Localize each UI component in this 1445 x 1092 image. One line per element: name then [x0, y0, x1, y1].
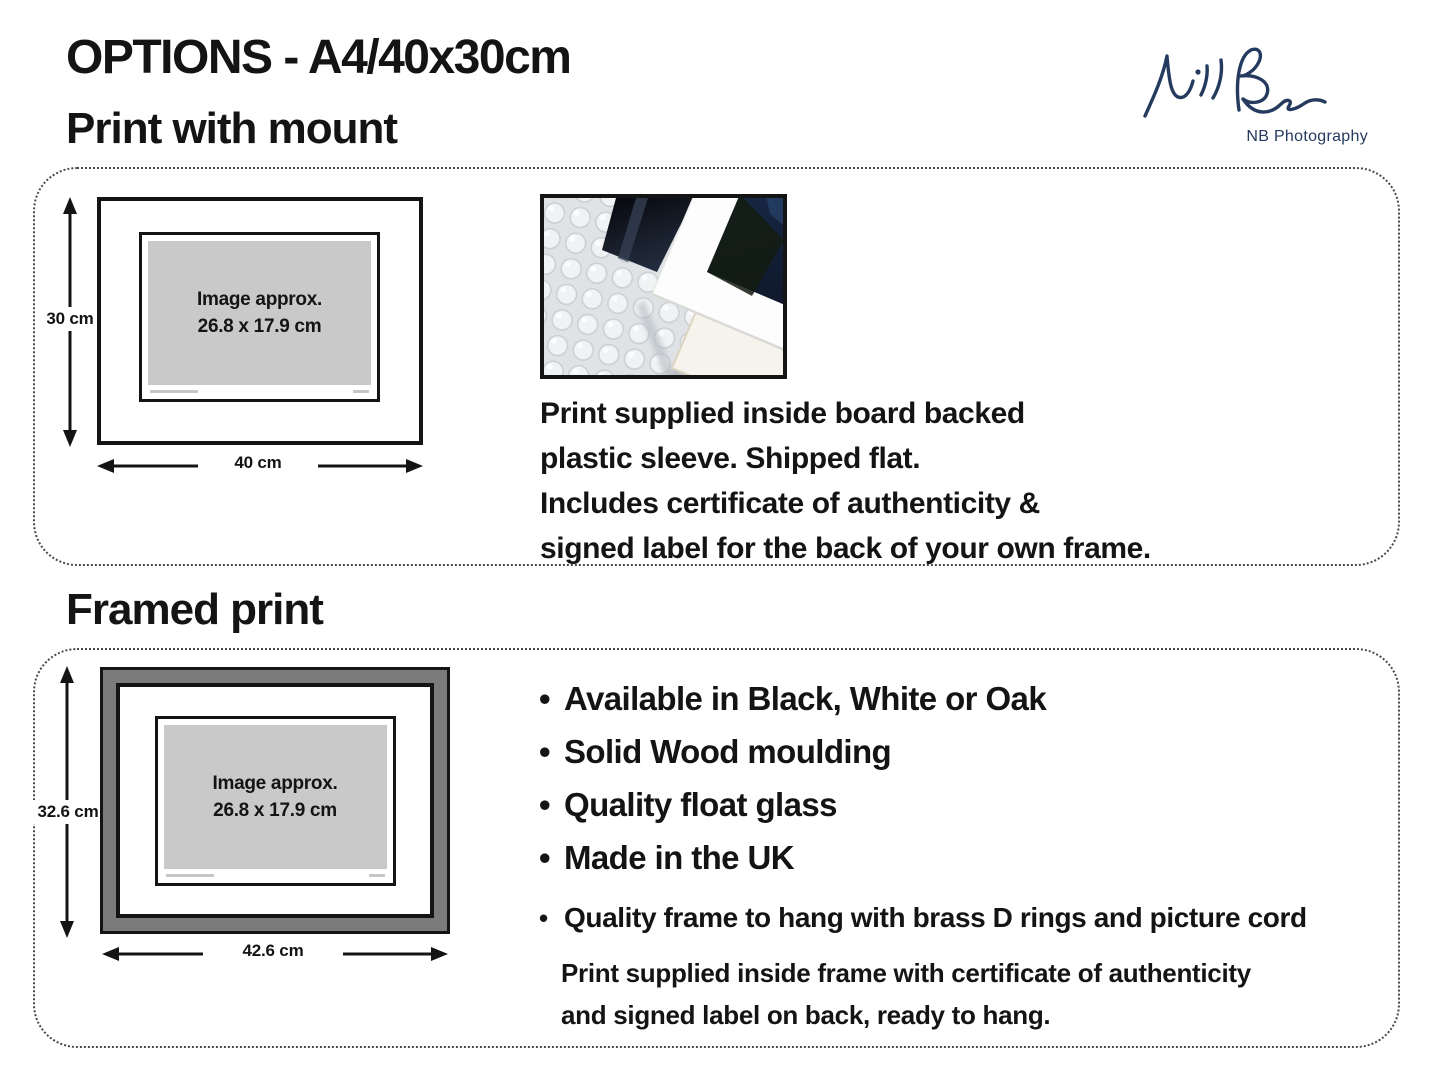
print-with-mount-panel — [33, 167, 1400, 566]
mount-width-label: 40 cm — [198, 451, 318, 475]
frame-height-label: 32.6 cm — [31, 800, 105, 824]
bullet-icon: • — [539, 733, 550, 770]
image-size-label: Image approx. 26.8 x 17.9 cm — [197, 289, 322, 337]
section-heading-print-with-mount: Print with mount — [66, 104, 398, 153]
print-signature-caption — [369, 874, 385, 877]
mount-description — [540, 391, 1151, 571]
footer-line: Print supplied inside frame with certificate of authenticity — [561, 958, 1251, 988]
framed-features-list — [539, 677, 1046, 889]
list-item: • Available in Black, White or Oak — [539, 677, 1046, 721]
bullet-icon: • — [539, 839, 550, 876]
footer-line: and signed label on back, ready to hang. — [561, 1000, 1051, 1030]
framed-footer-text — [561, 952, 1251, 1036]
desc-line: Includes certificate of authenticity & — [540, 487, 1040, 520]
nb-photography-logo — [1135, 42, 1370, 152]
frame-width-label: 42.6 cm — [203, 939, 343, 963]
frame-mount — [116, 683, 434, 918]
desc-line: signed label for the back of your own frame. — [540, 532, 1151, 565]
page-title: OPTIONS - A4/40x30cm — [66, 31, 571, 84]
print-signature-caption — [353, 390, 369, 393]
mount-board-diagram — [97, 197, 423, 445]
print-title-caption — [166, 874, 214, 877]
desc-line: plastic sleeve. Shipped flat. — [540, 442, 921, 475]
list-item: • Quality float glass — [539, 783, 1046, 827]
image-area — [164, 725, 387, 869]
mount-height-label: 30 cm — [35, 307, 105, 331]
frame-opening — [155, 716, 396, 886]
signature-icon — [1135, 42, 1335, 138]
list-item: • Quality frame to hang with brass D rings and picture cord — [539, 900, 1307, 936]
section-heading-framed-print: Framed print — [66, 585, 323, 634]
frame-diagram — [100, 667, 450, 934]
logo-caption: NB Photography — [1246, 128, 1368, 145]
packaging-photo — [540, 194, 787, 379]
bullet-icon: • — [539, 680, 550, 717]
image-size-label: Image approx. 26.8 x 17.9 cm — [212, 772, 338, 821]
bullet-icon: • — [539, 786, 550, 823]
image-area — [148, 241, 371, 385]
list-item: • Solid Wood moulding — [539, 730, 1046, 774]
desc-line: Print supplied inside board backed — [540, 397, 1025, 430]
mount-opening — [139, 232, 380, 402]
bullet-icon: • — [539, 903, 548, 933]
list-item: • Made in the UK — [539, 836, 1046, 880]
print-title-caption — [150, 390, 198, 393]
framed-print-panel — [33, 648, 1400, 1048]
